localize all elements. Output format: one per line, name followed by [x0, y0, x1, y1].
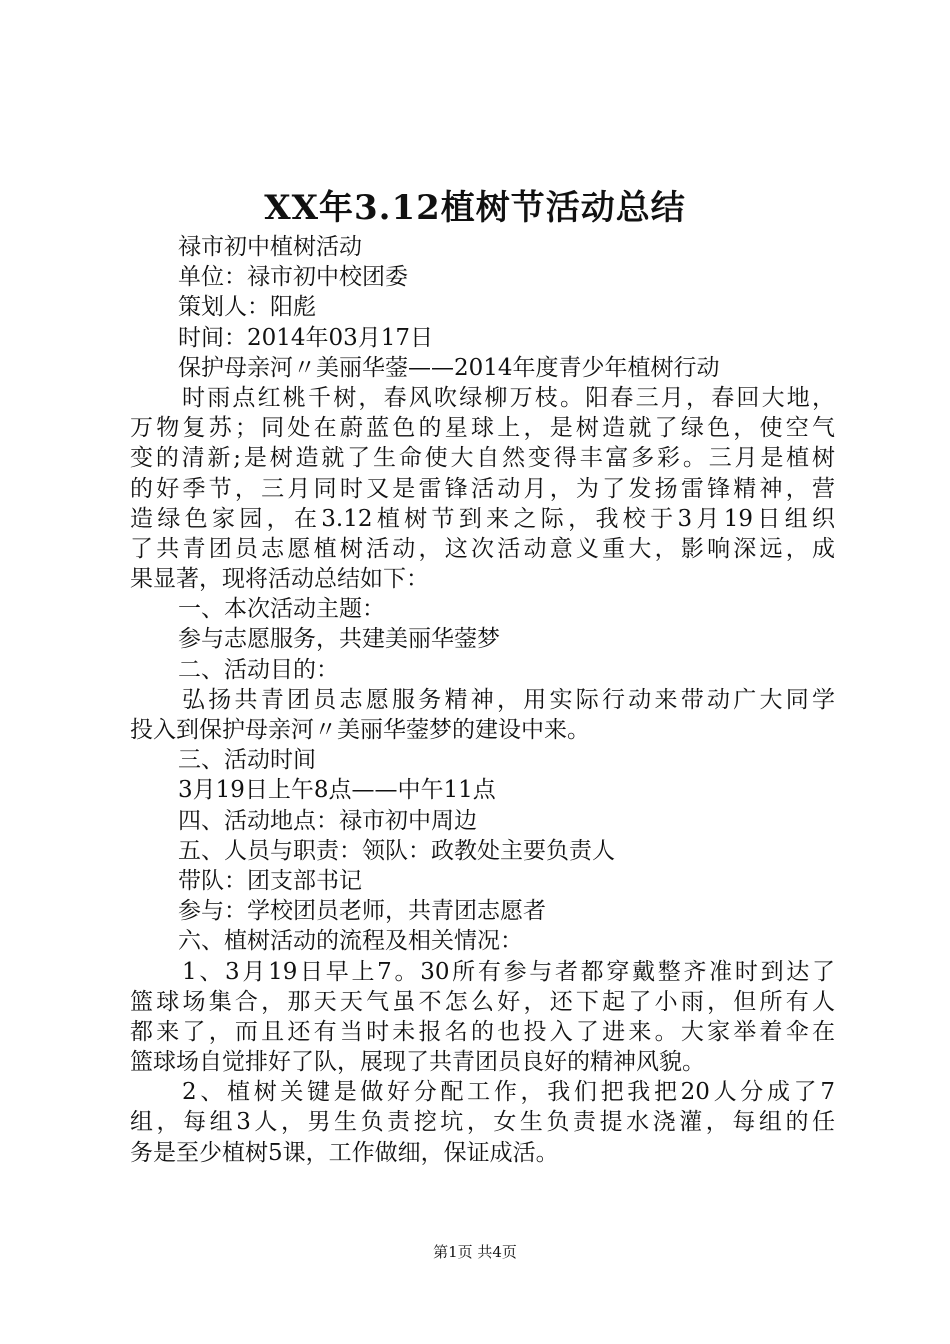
document-body: [130, 232, 835, 1168]
text-line: 投入到保护母亲河〃美丽华蓥梦的建设中来。: [130, 717, 590, 743]
text-line: 组，每组3人，男生负责挖坑，女生负责提水浇灌，每组的任: [130, 1109, 835, 1136]
text-line: 篮球场集合，那天天气虽不怎么好，还下起了小雨，但所有人: [130, 988, 835, 1015]
text-line: 三、活动时间: [178, 747, 316, 774]
text-line: 弘扬共青团员志愿服务精神，用实际行动来带动广大同学: [182, 686, 835, 713]
text-line: 造绿色家园，在3.12植树节到来之际，我校于3月19日组织: [130, 505, 835, 532]
text-line: 果显著，现将活动总结如下：: [130, 566, 429, 593]
text-line: 篮球场自觉排好了队，展现了共青团员良好的精神风貌。: [130, 1049, 705, 1076]
text-line: 了共青团员志愿植树活动，这次活动意义重大，影响深远，成: [130, 535, 835, 562]
text-line: 策划人：阳彪: [178, 294, 316, 321]
text-line: 变的清新;是树造就了生命使大自然变得丰富多彩。三月是植树: [130, 445, 835, 472]
text-line: 1、3月19日早上7。30所有参与者都穿戴整齐准时到达了: [182, 958, 835, 985]
text-line: 五、人员与职责：领队：政教处主要负责人: [178, 837, 615, 864]
text-line: 的好季节，三月同时又是雷锋活动月，为了发扬雷锋精神，营: [130, 475, 835, 502]
text-line: 二、活动目的：: [178, 656, 339, 683]
page-footer: 第1页 共4页: [433, 1243, 517, 1261]
text-line: 四、活动地点：禄市初中周边: [178, 807, 477, 834]
text-line: 参与：学校团员老师，共青团志愿者: [178, 898, 546, 925]
text-line: 都来了，而且还有当时未报名的也投入了进来。大家举着伞在: [130, 1018, 835, 1045]
text-line: 2、植树关键是做好分配工作，我们把我把20人分成了7: [182, 1079, 835, 1106]
text-line: 带队：团支部书记: [178, 867, 362, 894]
text-line: 万物复苏；同处在蔚蓝色的星球上，是树造就了绿色，使空气: [130, 415, 835, 442]
text-line: 一、本次活动主题：: [178, 596, 385, 623]
text-line: 保护母亲河〃美丽华蓥——2014年度青少年植树行动: [178, 354, 720, 381]
text-line: 单位：禄市初中校团委: [178, 264, 408, 291]
text-line: 时间：2014年03月17日: [178, 324, 434, 351]
text-line: 禄市初中植树活动: [178, 234, 362, 260]
text-line: 参与志愿服务，共建美丽华蓥梦: [178, 626, 500, 653]
page-title: XX年3.12植树节活动总结: [264, 188, 686, 228]
text-line: 3月19日上午8点——中午11点: [178, 777, 496, 804]
text-line: 务是至少植树5课，工作做细，保证成活。: [130, 1139, 559, 1166]
text-line: 时雨点红桃千树，春风吹绿柳万枝。阳春三月，春回大地，: [182, 384, 835, 411]
text-line: 六、植树活动的流程及相关情况：: [178, 928, 523, 955]
